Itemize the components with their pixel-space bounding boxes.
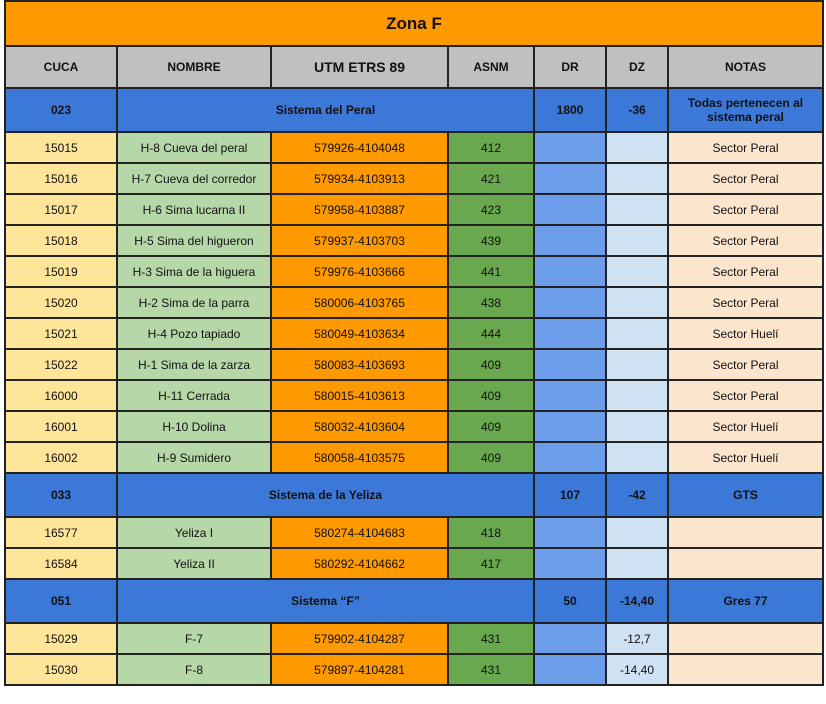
cell-cuca: 15019	[5, 256, 117, 287]
cell-dz	[606, 132, 668, 163]
cell-dz: -14,40	[606, 654, 668, 685]
cell-utm: 579934-4103913	[271, 163, 448, 194]
cell-utm: 579926-4104048	[271, 132, 448, 163]
cell-cuca: 15017	[5, 194, 117, 225]
cell-asnm: 438	[448, 287, 534, 318]
cell-asnm: 409	[448, 411, 534, 442]
cell-dr	[534, 225, 606, 256]
system-row	[5, 579, 823, 623]
cell-notas: Sector Huelí	[668, 411, 823, 442]
cell-asnm: 412	[448, 132, 534, 163]
table-row	[5, 654, 823, 685]
cell-utm: 579958-4103887	[271, 194, 448, 225]
cell-asnm: 409	[448, 380, 534, 411]
table-row	[5, 287, 823, 318]
cell-utm: 580015-4103613	[271, 380, 448, 411]
cell-notas: Sector Peral	[668, 287, 823, 318]
table-row	[5, 132, 823, 163]
table-row	[5, 411, 823, 442]
system-dr: 1800	[534, 88, 606, 132]
cell-asnm: 441	[448, 256, 534, 287]
table-row	[5, 349, 823, 380]
header-dz: DZ	[606, 46, 668, 88]
cell-dz	[606, 442, 668, 473]
header-nombre: NOMBRE	[117, 46, 271, 88]
cell-asnm: 439	[448, 225, 534, 256]
spreadsheet	[4, 0, 824, 686]
cell-dr	[534, 380, 606, 411]
system-code: 051	[5, 579, 117, 623]
system-notas: GTS	[668, 473, 823, 517]
cell-utm: 580274-4104683	[271, 517, 448, 548]
cell-cuca: 16584	[5, 548, 117, 579]
cell-nombre: H-7 Cueva del corredor	[117, 163, 271, 194]
cell-notas: Sector Peral	[668, 194, 823, 225]
cell-dz	[606, 380, 668, 411]
cell-cuca: 16001	[5, 411, 117, 442]
cell-nombre: Yeliza I	[117, 517, 271, 548]
table-row	[5, 163, 823, 194]
cell-dr	[534, 654, 606, 685]
cell-notas: Sector Huelí	[668, 442, 823, 473]
cell-nombre: H-9 Sumidero	[117, 442, 271, 473]
cell-dz	[606, 256, 668, 287]
cell-dz	[606, 411, 668, 442]
cell-utm: 580292-4104662	[271, 548, 448, 579]
system-code: 023	[5, 88, 117, 132]
cell-nombre: H-5 Sima del higueron	[117, 225, 271, 256]
cell-nombre: F-8	[117, 654, 271, 685]
cell-cuca: 15018	[5, 225, 117, 256]
cell-dr	[534, 132, 606, 163]
cell-asnm: 409	[448, 349, 534, 380]
cell-cuca: 16000	[5, 380, 117, 411]
cell-dz	[606, 349, 668, 380]
system-name: Sistema del Peral	[117, 88, 534, 132]
cell-asnm: 409	[448, 442, 534, 473]
system-notas: Gres 77	[668, 579, 823, 623]
header-dr: DR	[534, 46, 606, 88]
cell-cuca: 15021	[5, 318, 117, 349]
cell-dz	[606, 318, 668, 349]
cell-notas	[668, 517, 823, 548]
cell-nombre: H-10 Dolina	[117, 411, 271, 442]
cell-utm: 579902-4104287	[271, 623, 448, 654]
cell-asnm: 418	[448, 517, 534, 548]
cave-table	[4, 0, 824, 686]
table-row	[5, 380, 823, 411]
table-row	[5, 548, 823, 579]
cell-dr	[534, 349, 606, 380]
cell-nombre: H-3 Sima de la higuera	[117, 256, 271, 287]
cell-utm: 580083-4103693	[271, 349, 448, 380]
system-dr: 50	[534, 579, 606, 623]
cell-cuca: 15016	[5, 163, 117, 194]
cell-dr	[534, 411, 606, 442]
header-utm: UTM ETRS 89	[271, 46, 448, 88]
header-cuca: CUCA	[5, 46, 117, 88]
header-row	[5, 46, 823, 88]
cell-cuca: 15022	[5, 349, 117, 380]
cell-cuca: 15030	[5, 654, 117, 685]
cell-asnm: 444	[448, 318, 534, 349]
cell-cuca: 16002	[5, 442, 117, 473]
cell-nombre: F-7	[117, 623, 271, 654]
cell-dz	[606, 225, 668, 256]
cell-nombre: Yeliza II	[117, 548, 271, 579]
system-name: Sistema de la Yeliza	[117, 473, 534, 517]
system-name: Sistema “F”	[117, 579, 534, 623]
table-row	[5, 442, 823, 473]
cell-notas: Sector Huelí	[668, 318, 823, 349]
system-row	[5, 88, 823, 132]
cell-dr	[534, 287, 606, 318]
cell-nombre: H-8 Cueva del peral	[117, 132, 271, 163]
cell-nombre: H-2 Sima de la parra	[117, 287, 271, 318]
cell-dr	[534, 163, 606, 194]
system-notas: Todas pertenecen al sistema peral	[668, 88, 823, 132]
cell-nombre: H-1 Sima de la zarza	[117, 349, 271, 380]
cell-asnm: 417	[448, 548, 534, 579]
cell-utm: 579976-4103666	[271, 256, 448, 287]
cell-dz	[606, 517, 668, 548]
cell-notas	[668, 623, 823, 654]
cell-notas: Sector Peral	[668, 132, 823, 163]
cell-dr	[534, 318, 606, 349]
cell-utm: 580058-4103575	[271, 442, 448, 473]
table-row	[5, 225, 823, 256]
header-notas: NOTAS	[668, 46, 823, 88]
cell-notas	[668, 654, 823, 685]
cell-asnm: 421	[448, 163, 534, 194]
cell-utm: 580006-4103765	[271, 287, 448, 318]
cell-asnm: 431	[448, 654, 534, 685]
cell-dr	[534, 517, 606, 548]
table-row	[5, 256, 823, 287]
cell-utm: 579937-4103703	[271, 225, 448, 256]
cell-dr	[534, 623, 606, 654]
cell-dr	[534, 256, 606, 287]
cell-notas: Sector Peral	[668, 380, 823, 411]
cell-dz	[606, 163, 668, 194]
cell-notas: Sector Peral	[668, 225, 823, 256]
cell-dr	[534, 442, 606, 473]
cell-dz	[606, 287, 668, 318]
cell-nombre: H-6 Sima lucarna II	[117, 194, 271, 225]
cell-cuca: 16577	[5, 517, 117, 548]
table-row	[5, 318, 823, 349]
system-dr: 107	[534, 473, 606, 517]
cell-notas	[668, 548, 823, 579]
cell-notas: Sector Peral	[668, 256, 823, 287]
table-row	[5, 623, 823, 654]
cell-asnm: 431	[448, 623, 534, 654]
cell-utm: 580049-4103634	[271, 318, 448, 349]
cell-utm: 579897-4104281	[271, 654, 448, 685]
cell-cuca: 15029	[5, 623, 117, 654]
cell-cuca: 15015	[5, 132, 117, 163]
cell-notas: Sector Peral	[668, 163, 823, 194]
cell-utm: 580032-4103604	[271, 411, 448, 442]
system-row	[5, 473, 823, 517]
cell-asnm: 423	[448, 194, 534, 225]
system-dz: -42	[606, 473, 668, 517]
cell-notas: Sector Peral	[668, 349, 823, 380]
table-title: Zona F	[5, 1, 823, 46]
table-row	[5, 517, 823, 548]
cell-dz	[606, 194, 668, 225]
system-dz: -36	[606, 88, 668, 132]
system-code: 033	[5, 473, 117, 517]
header-asnm: ASNM	[448, 46, 534, 88]
cell-dr	[534, 548, 606, 579]
cell-nombre: H-11 Cerrada	[117, 380, 271, 411]
cell-dz: -12,7	[606, 623, 668, 654]
table-row	[5, 194, 823, 225]
cell-dz	[606, 548, 668, 579]
cell-cuca: 15020	[5, 287, 117, 318]
system-dz: -14,40	[606, 579, 668, 623]
cell-nombre: H-4 Pozo tapiado	[117, 318, 271, 349]
cell-dr	[534, 194, 606, 225]
